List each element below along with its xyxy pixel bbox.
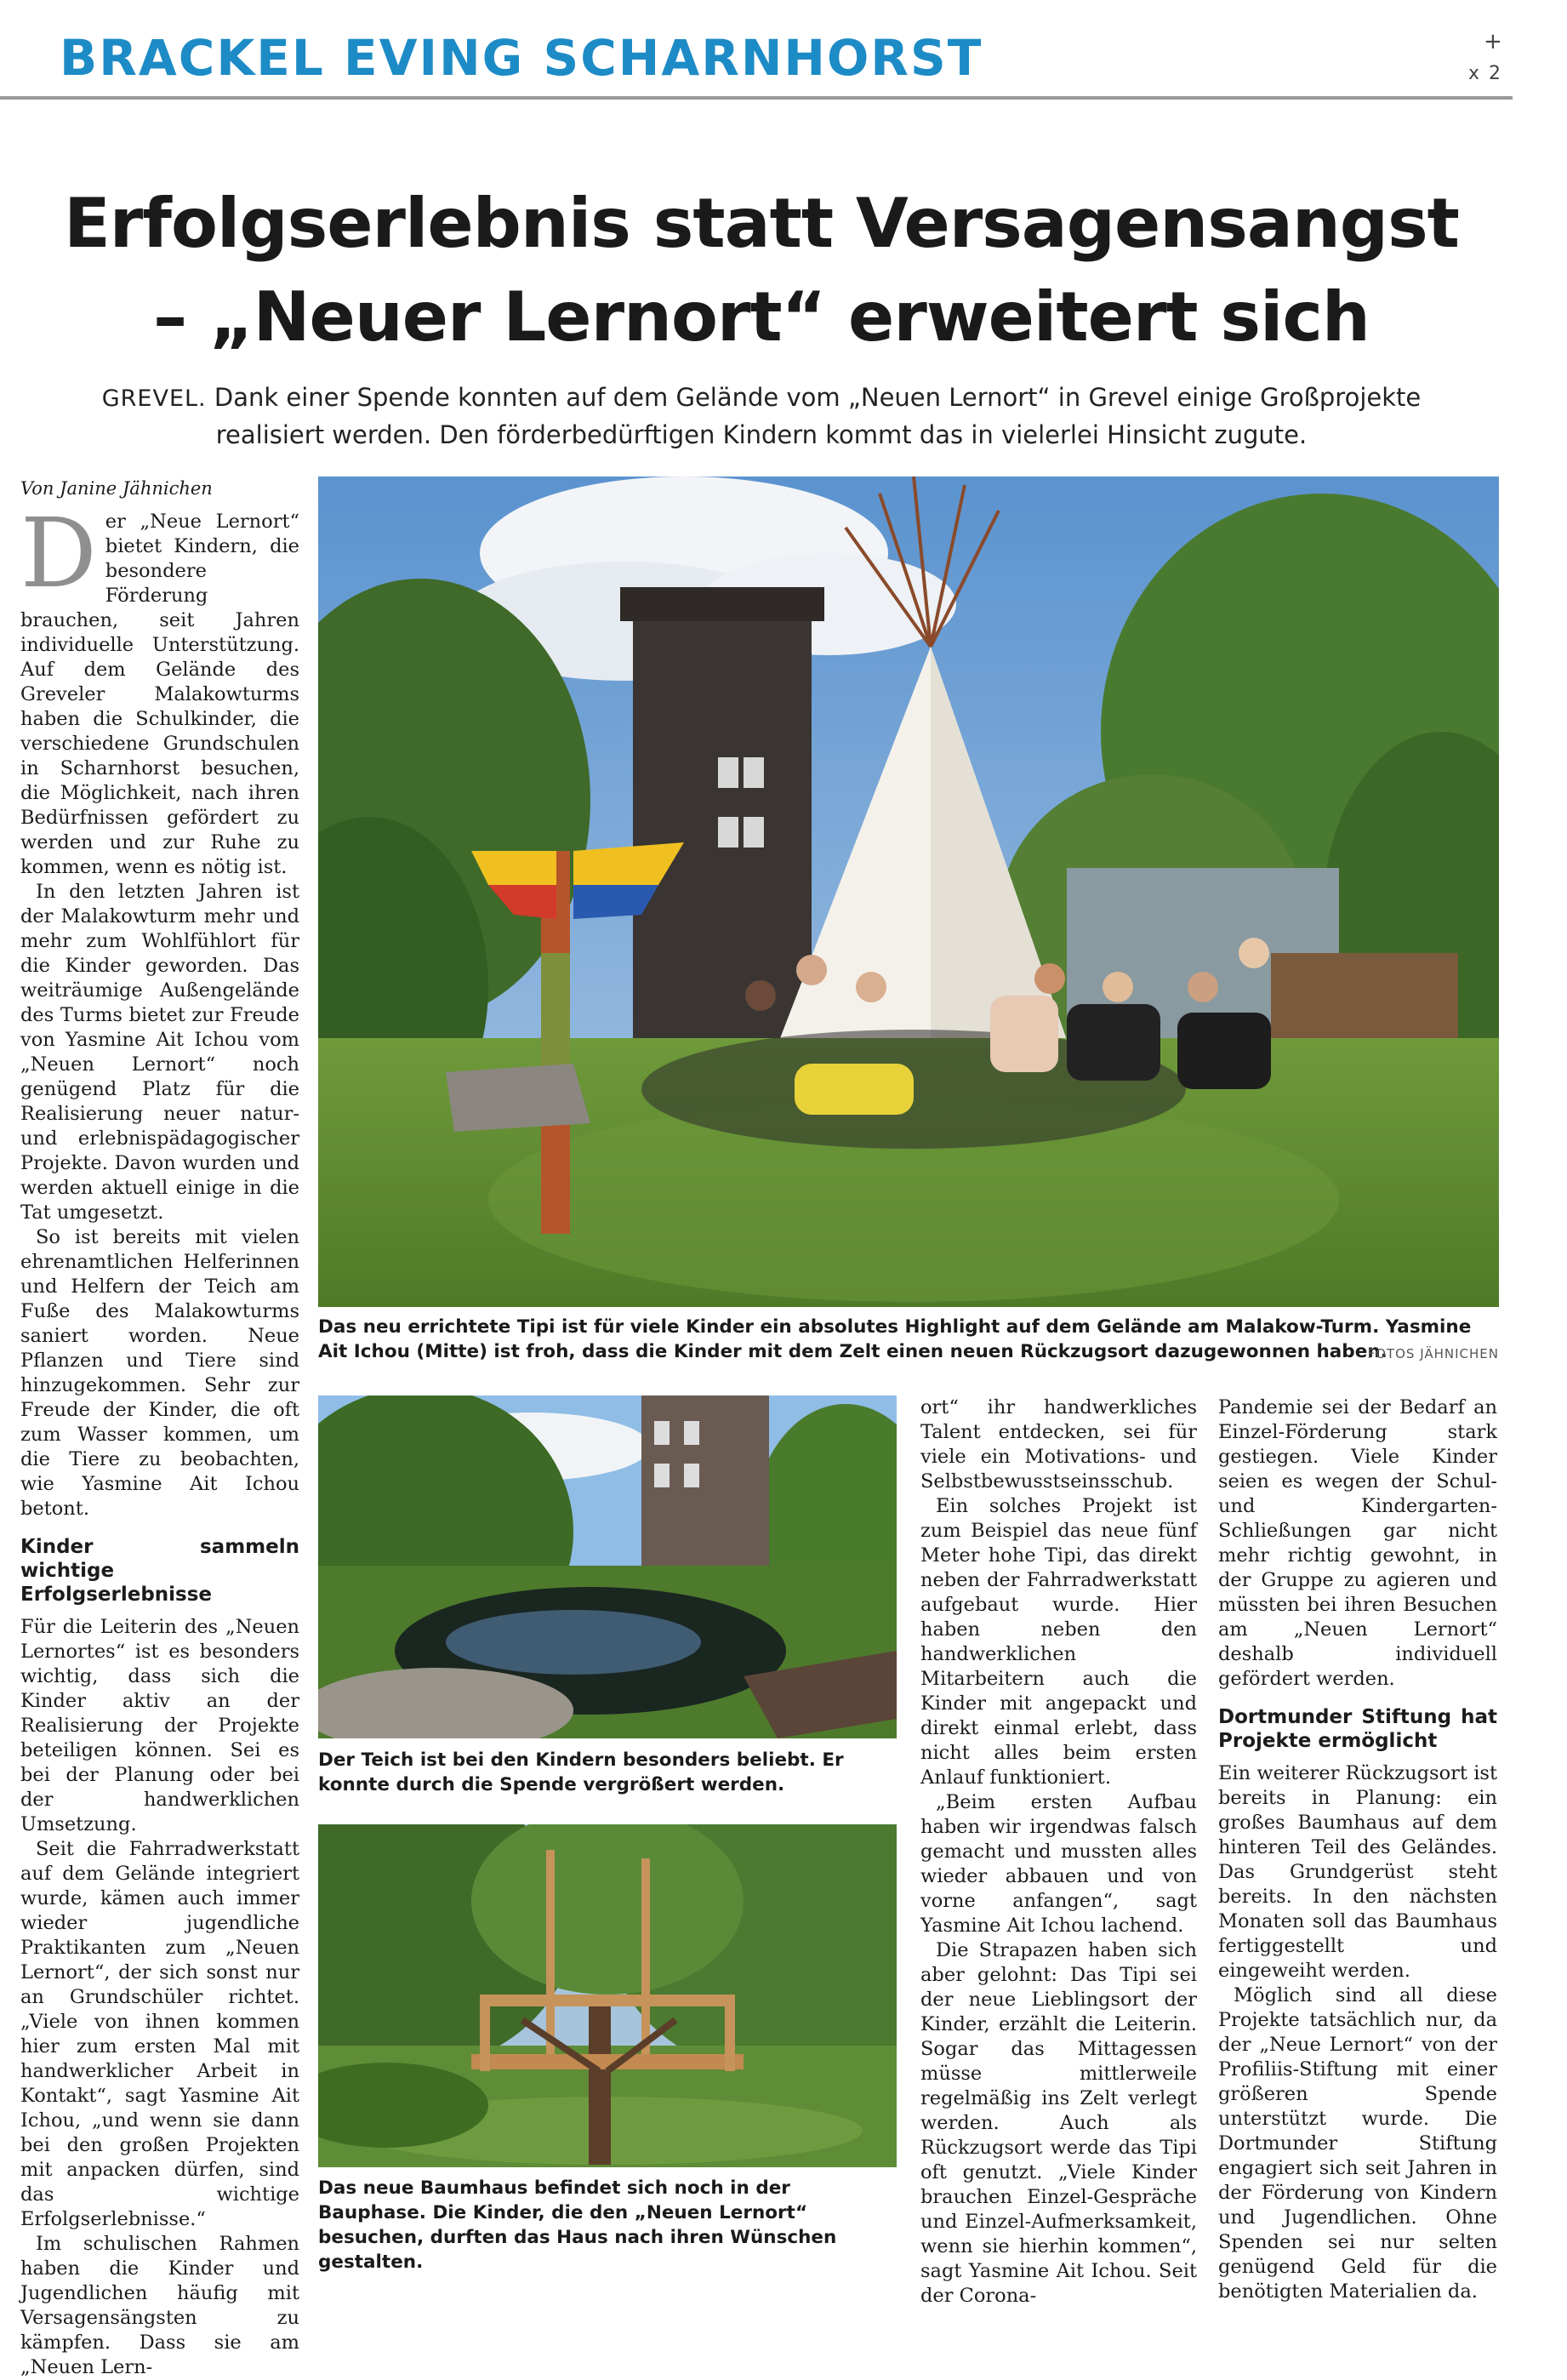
teaser-text: Dank einer Spende konnten auf dem Gelände vom „Neuen Lernort“ in Grevel einige Großprojekte realisiert werden. Den förderbedürftigen Kindern kommt das in vielerlei Hinsicht zugute. [206, 383, 1422, 449]
paragraph: Pandemie sei der Bedarf an Einzel-Förderung stark gestiegen. Viele Kinder seien es wegen der Schul- und Kindergarten-Schließungen gar nicht mehr richtig gewohnt, in der Gruppe zu agieren und müssten bei ihren Besuchen am „Neuen Lernort“ deshalb individuell gefördert werden. [1218, 1396, 1497, 1690]
paragraph: ort“ ihr handwerkliches Talent entdecken, sei für viele ein Motivations- und Selbstbewusstseinsschub. [920, 1396, 1197, 1492]
paragraph: Ein solches Projekt ist zum Beispiel das neue fünf Meter hohe Tipi, das direkt neben der Fahrradwerkstatt aufgebaut wurde. Hier haben neben den handwerklichen Mitarbeitern auch die Kinder mit angepackt und direkt einmal erlebt, dass nicht alles beim ersten Anlauf funktioniert. [920, 1495, 1197, 1789]
tipi-photo [318, 477, 1499, 1307]
page-plus-mark: + [1484, 29, 1502, 54]
paragraph: So ist bereits mit vielen ehrenamtlichen Helferinnen und Helfern der Teich am Fuße des Malakowturms saniert worden. Neue Pflanzen und Tiere sind hinzugekommen. Sehr zur Freude der Kinder, die oft zum Wasser kommen, um die Tiere zu beobachten, wie Yasmine Ait Ichou betont. [20, 1226, 299, 1520]
paragraph: Möglich sind all diese Projekte tatsächlich nur, da der „Neue Lernort“ von der Profiliis-Stiftung mit einer größeren Spende unterstützt wurde. Die Dortmunder Stiftung engagiert sich seit Jahren in der Förderung von Kindern und Jugendlichen. Ohne Spenden sei nur selten genügend Geld für die benötigten Materialien da. [1218, 1984, 1497, 2303]
headline-line-1: Erfolgserlebnis statt Versagensangst [64, 184, 1459, 263]
paragraph: Ein weiterer Rückzugsort ist bereits in Planung: ein großes Baumhaus auf dem hinteren Teil des Geländes. Das Grundgerüst steht bereits. In den nächsten Monaten soll das Baumhaus fertiggestellt und eingeweiht werden. [1218, 1762, 1497, 1982]
teaser [51, 380, 1472, 454]
main-photo-caption: Das neu errichtete Tipi ist für viele Kinder ein absolutes Highlight auf dem Gelände am Malakow-Turm. Yasmine Ait Ichou (Mitte) ist froh, dass die Kinder mit dem Zelt einen neuen Rückzugsort dazugewonnen haben. [318, 1316, 1472, 1362]
pond-photo [318, 1395, 897, 1738]
paragraph: In den letzten Jahren ist der Malakowturm mehr und mehr zum Wohlfühlort für die Kinder geworden. Das weiträumige Außengelände des Turms bietet zur Freude von Yasmine Ait Ichou vom „Neuen Lernort“ noch genügend Platz für die Realisierung neuer natur- und erlebnispädagogischer Projekte. Davon wurden und werden aktuell einige in die Tat umgesetzt. [20, 881, 299, 1224]
page-marker: x 2 [1468, 63, 1503, 84]
article-column-4 [1218, 1395, 1497, 2304]
paragraph-text: er „Neue Lernort“ bietet Kindern, die besondere Förderung brauchen, seit Jahren individuelle Unterstützung. Auf dem Gelände des Greveler Malakowturms haben die Schulkinder, die verschiedene Grundschulen in Scharnhorst besuchen, die Möglichkeit, nach ihren Bedürfnissen gefördert zu werden und zur Ruhe zu kommen, wenn es nötig ist. [20, 511, 299, 878]
paragraph: „Beim ersten Aufbau haben wir irgendwas falsch gemacht und mussten alles wieder abbauen und von vorne anfangen“, sagt Yasmine Ait Ichou lachend. [920, 1791, 1197, 1937]
subheading: Dortmunder Stiftung hat Projekte ermöglicht [1218, 1706, 1497, 1752]
header-divider [0, 96, 1513, 100]
byline: Von Janine Jähnichen [20, 478, 213, 499]
drop-cap: D [20, 499, 97, 609]
pond-photo-caption: Der Teich ist bei den Kindern besonders beliebt. Er konnte durch die Spende vergrößert werden. [318, 1749, 844, 1795]
paragraph: Im schulischen Rahmen haben die Kinder und Jugendlichen häufig mit Versagensängsten zu kämpfen. Dass sie am „Neuen Lern- [20, 2233, 299, 2378]
paragraph: Seit die Fahrradwerkstatt auf dem Gelände integriert wurde, kämen auch immer wieder jugendliche Praktikanten zum „Neuen Lernort“, der sich sonst nur an Grundschüler richtet. „Viele von ihnen kommen hier zum ersten Mal mit handwerklicher Arbeit in Kontakt“, sagt Yasmine Ait Ichou, „und wenn sie dann bei den großen Projekten mit anpacken dürfen, sind das wichtige Erfolgserlebnisse.“ [20, 1838, 299, 2230]
section-title: BRACKEL EVING SCHARNHORST [60, 29, 983, 87]
headline [34, 177, 1489, 364]
paragraph: Die Strapazen haben sich aber gelohnt: Das Tipi sei der neue Lieblingsort der Kinder, erzählt die Leiterin. Sogar das Mittagessen müsse mittlerweile regelmäßig ins Zelt verlegt werden. Auch als Rückzugsort werde das Tipi oft genutzt. „Viele Kinder brauchen Einzel-Gespräche und Einzel-Aufmerksamkeit, wenn sie hierhin kommen“, sagt Yasmine Ait Ichou. Seit der Corona- [920, 1939, 1197, 2307]
paragraph: Für die Leiterin des „Neuen Lernortes“ ist es besonders wichtig, dass sich die Kinder aktiv an der Realisierung der Projekte beteiligen können. Sei es bei der Planung oder bei der handwerklichen Umsetzung. [20, 1616, 299, 1835]
teaser-location: GREVEL. [101, 385, 207, 412]
subheading: Kinder sammeln wichtige Erfolgserlebnisse [20, 1536, 299, 1606]
treehouse-photo [318, 1824, 897, 2167]
article-column-3 [920, 1395, 1197, 2309]
treehouse-photo-caption: Das neue Baumhaus befindet sich noch in der Bauphase. Die Kinder, die den „Neuen Lernort“ besuchen, durften das Haus nach ihren Wünschen gestalten. [318, 2177, 837, 2273]
paragraph [20, 499, 299, 880]
article-column-1 [20, 477, 299, 2380]
headline-line-2: – „Neuer Lernort“ erweitert sich [153, 277, 1370, 357]
photo-credit: FOTOS JÄHNICHEN [1367, 1346, 1499, 1361]
